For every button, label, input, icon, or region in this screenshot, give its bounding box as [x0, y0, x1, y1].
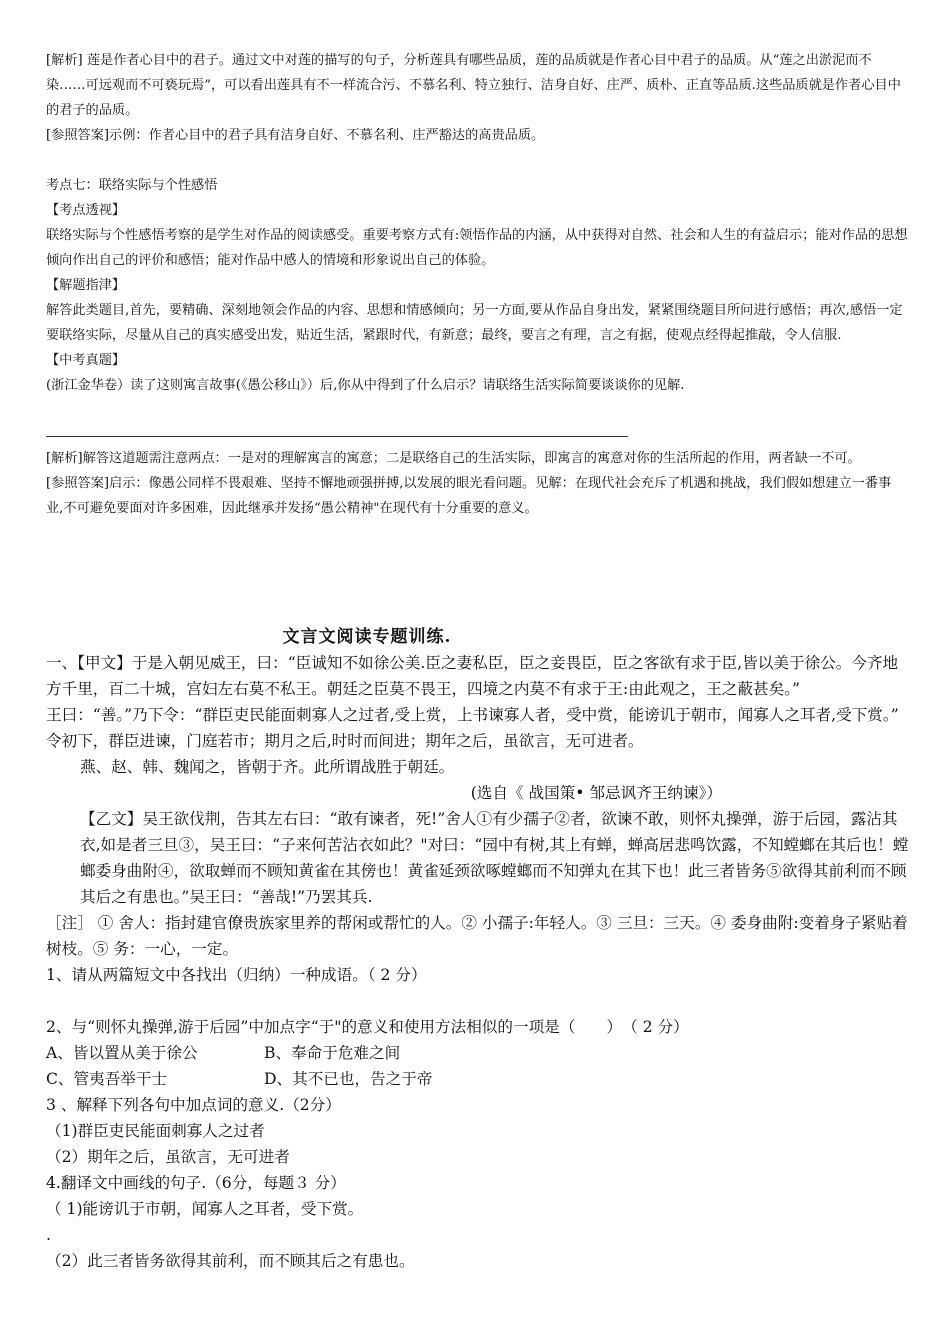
- reference-answer: [参照答案]示例：作者心目中的君子具有洁身自好、不慕名利、庄严豁达的高贵品质。: [46, 128, 545, 143]
- passage-a-line: 王曰：“善。”乃下令：“群臣吏民能面刺寡人之过者,受上赏，上书谏寡人者，受中赏，能谤讥于朝市，闻寡人之耳者,受下赏。”: [46, 706, 899, 724]
- subheading-exam: 【中考真题】: [46, 353, 126, 368]
- exercise-section: [46, 650, 912, 1274]
- option-d: D、其不已也，告之于帝: [264, 1070, 433, 1088]
- analysis-paragraph: [解析]解答这道题需注意两点：一是对的理解寓言的寓意；二是联络自己的生活实际，即寓言的寓意对你的生活所起的作用，两者缺一不可。: [46, 451, 861, 466]
- option-a: A、皆以置从美于徐公: [46, 1044, 198, 1062]
- passage-a: 一、【甲文】于是入朝见威王，曰：“臣诚知不如徐公美.臣之妻私臣，臣之妾畏臣，臣之客欲有求于臣,皆以美于徐公。今齐地方千里，百二十城，宫妇左右莫不私王。朝廷之臣莫不畏王，四境之内莫不有求于王:由此观之，王之蔽甚矣。”: [46, 654, 899, 698]
- passage-a-line: 令初下，群臣进谏，门庭若市；期月之后,时时而间进；期年之后，虽欲言，无可进者。: [46, 732, 644, 750]
- options-row: [46, 1066, 912, 1092]
- notes: ［注］ ① 舍人：指封建官僚贵族家里养的帮闲或帮忙的人。② 小孺子:年轻人。③ 三旦：三天。④ 委身曲附:变着身子紧贴着树枝。⑤ 务：一心，一定。: [46, 914, 908, 958]
- question-3: 3 、解释下列各句中加点词的意义.（2分）: [46, 1096, 341, 1114]
- analysis-section: [46, 48, 908, 398]
- passage-source: (选自《 战国策• 邹忌讽齐王纳谏》）: [470, 784, 722, 802]
- subheading-perspective: 【考点透视】: [46, 203, 126, 218]
- passage-b: 【乙文】吴王欲伐荆，告其左右曰：“敢有谏者，死!”舍人①有少孺子②者，欲谏不敢，则怀丸操弹，游于后园，露沾其衣,如是者三旦③，吴王曰：“子来何苦沾衣如此？"对曰：“园中有树,其上有蝉，蝉高居悲鸣饮露，不知螳螂在其后也！螳螂委身曲附④，欲取蝉而不顾知黄雀在其傍也！黄雀延颈欲啄螳螂而不知弹丸在其下也！此三者皆务⑤欲得其前利而不顾其后之有患也。”吴王曰：“善哉!”乃罢其兵.: [80, 810, 909, 906]
- page-title: 文言文阅读专题训练.: [282, 627, 452, 647]
- guidance-paragraph: 解答此类题目,首先，要精确、深刻地领会作品的内容、思想和情感倾向；另一方面,要从作品自身出发，紧紧围绕题目所问进行感悟；再次,感悟一定要联络实际，尽量从自己的真实感受出发，贴近生活，紧跟时代，有新意；最终，要言之有理，言之有据，使观点经得起推敲，令人信服.: [46, 303, 903, 343]
- passage-a-line: 燕、赵、韩、魏闻之，皆朝于齐。此所谓战胜于朝廷。: [80, 758, 455, 776]
- analysis-paragraph: [解析] 莲是作者心目中的君子。通过文中对莲的描写的句子，分析莲具有哪些品质，莲的品质就是作者心目中君子的品质。从“莲之出淤泥而不染……可远观而不可亵玩焉”，可以看出莲具有不一样流合污、不慕名利、特立独行、洁身自好、庄严、质朴、正直等品质.这些品质就是作者心目中的君子的品质。: [46, 53, 901, 118]
- option-c: C、管夷吾举干士: [46, 1070, 168, 1088]
- option-b: B、奉命于危难之间: [264, 1044, 401, 1062]
- exam-question: (浙江金华卷）读了这则寓言故事(《愚公移山》）后,你从中得到了什么启示？请联络生活实际简要谈谈你的见解.: [46, 378, 685, 393]
- question-4-item: （ 1)能谤讥于市朝，闻寡人之耳者，受下赏。: [46, 1200, 364, 1218]
- exam-analysis-section: [46, 446, 908, 521]
- question-4-item: （2）此三者皆务欲得其前利，而不顾其后之有患也。: [46, 1252, 415, 1270]
- answer-line: [46, 436, 628, 437]
- question-1: 1、请从两篇短文中各找出（归纳）一种成语。（ 2 分）: [46, 966, 427, 984]
- subheading-guidance: 【解题指津】: [46, 278, 126, 293]
- question-2: 2、与“则怀丸操弹,游于后园”中加点字“于"的意义和使用方法相似的一项是（ ） （ 2 分）: [46, 1018, 689, 1036]
- options-row: [46, 1040, 912, 1066]
- blank-dot: .: [46, 1226, 51, 1244]
- question-3-item: （1)群臣吏民能面刺寡人之过者: [46, 1122, 265, 1140]
- question-4: 4.翻译文中画线的句子.（6分，每题３ 分）: [46, 1174, 346, 1192]
- question-3-item: （2）期年之后，虽欲言，无可进者: [46, 1148, 290, 1166]
- section-heading: 考点七：联络实际与个性感悟: [46, 178, 218, 193]
- reference-answer: [参照答案]启示：像愚公同样不畏艰难、坚持不懈地顽强拼搏,以发展的眼光看问题。见解：在现代社会充斥了机遇和挑战，我们假如想建立一番事业,不可避免要面对许多困难，因此继承并发扬“愚公精神"在现代有十分重要的意义。: [46, 476, 892, 516]
- perspective-paragraph: 联络实际与个性感悟考察的是学生对作品的阅读感受。重要考察方式有:领悟作品的内涵，从中获得对自然、社会和人生的有益启示；能对作品的思想倾向作出自己的评价和感悟；能对作品中感人的情境和形象说出自己的体验。: [46, 228, 908, 268]
